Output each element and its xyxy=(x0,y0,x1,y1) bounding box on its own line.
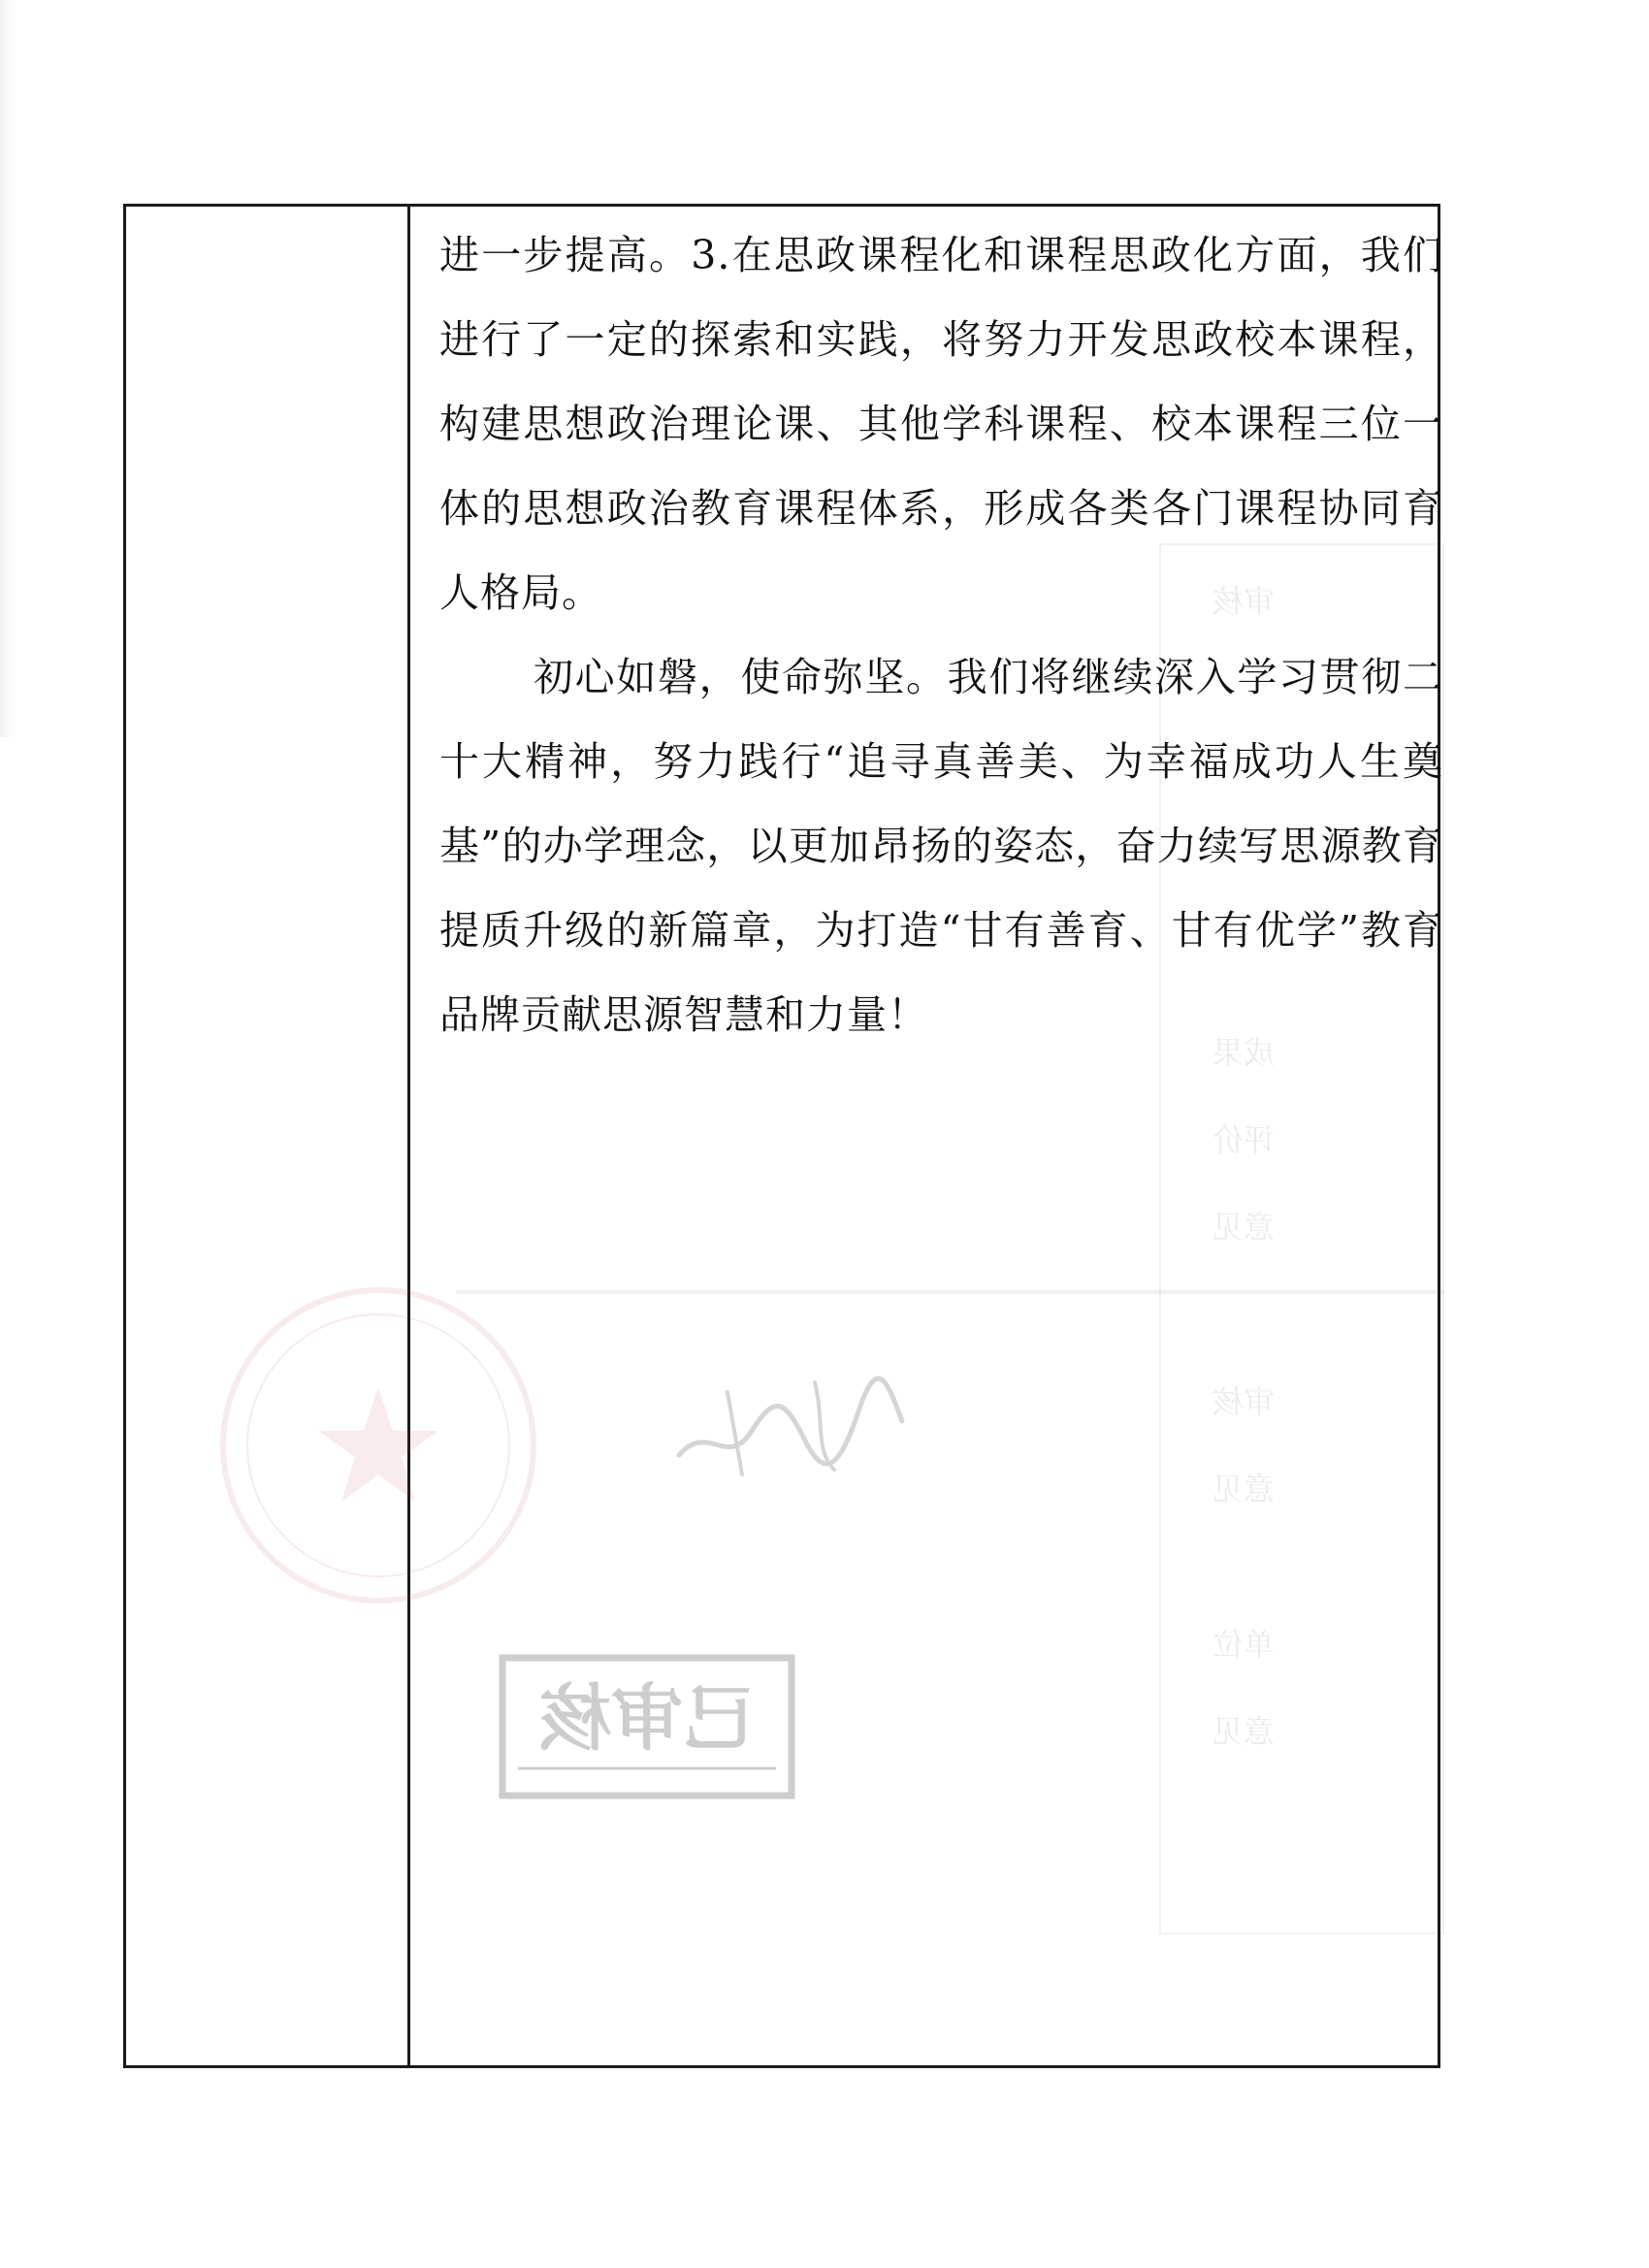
scan-edge-shadow xyxy=(0,0,14,737)
bleed-through-text: 审核 xyxy=(1212,583,1276,620)
table-column-divider xyxy=(407,204,410,2068)
svg-text:已审核: 已审核 xyxy=(539,1677,755,1761)
bleed-through-text: 成果 xyxy=(1212,1034,1276,1071)
bleed-through-text: 意见 xyxy=(1212,1209,1276,1246)
content-cell xyxy=(439,213,1443,1057)
bleed-through-text: 单位 xyxy=(1212,1626,1276,1663)
bleed-through-text: 审核 xyxy=(1212,1383,1276,1420)
bleed-through-text: 评价 xyxy=(1212,1121,1276,1158)
bleed-through-text: 意见 xyxy=(1212,1471,1276,1507)
approved-stamp-image xyxy=(499,1654,795,1799)
paragraph-1: 进一步提高。3.在思政课程化和课程思政化方面，我们进行了一定的探索和实践，将努力开发思政校本课程，构建思想政治理论课、其他学科课程、校本课程三位一体的思想政治教育课程体系，形成各类各门课程协同育人格局。 xyxy=(439,232,1443,616)
bleed-through-text: 意见 xyxy=(1212,1713,1276,1750)
handwritten-signature-image xyxy=(669,1363,912,1489)
circular-seal-image xyxy=(213,1280,543,1610)
paragraph-2: 初心如磐，使命弥坚。我们将继续深入学习贯彻二十大精神，努力践行“追寻真善美、为幸福成功人生奠基”的办学理念，以更加昂扬的姿态，奋力续写思源教育提质升级的新篇章，为打造“甘有善育、甘有优学”教育品牌贡献思源智慧和力量！ xyxy=(439,654,1443,1038)
